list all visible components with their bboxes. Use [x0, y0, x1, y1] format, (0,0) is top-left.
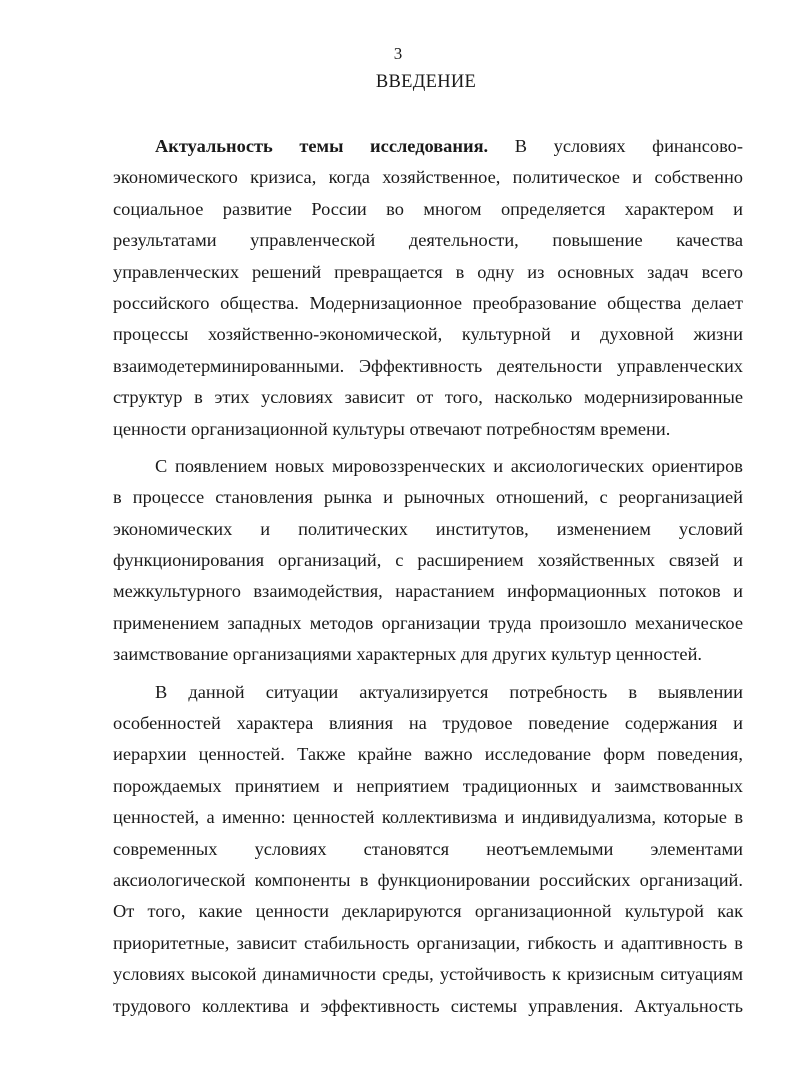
- text-line: С появлением новых мировоззренческих и аксиологических ориентиров: [155, 455, 743, 476]
- text-line: Актуальность темы исследования. В условиях финансово-: [155, 136, 743, 156]
- text-line: условиях высокой динамичности среды, устойчивость к кризисным ситуациям: [113, 964, 743, 985]
- text-line: экономического кризиса, когда хозяйственное, политическое и собственно: [113, 167, 743, 188]
- text-line: взаимодетерминированными. Эффективность деятельности управленческих: [113, 355, 743, 376]
- text-line: ценностей, а именно: ценностей коллективизма и индивидуализма, которые в: [113, 807, 743, 828]
- text-line: межкультурного взаимодействия, нарастанием информационных потоков и: [113, 581, 743, 602]
- text-line: В данной ситуации актуализируется потребность в выявлении: [155, 681, 743, 702]
- paragraph-new-orientations: [113, 451, 743, 671]
- bold-lead: Актуальность темы исследования.: [155, 136, 489, 156]
- text-line: От того, какие ценности декларируются организационной культурой как: [113, 901, 743, 922]
- text-line: процессы хозяйственно-экономической, культурной и духовной жизни: [113, 324, 743, 345]
- text-line: социальное развитие России во многом определяется характером и: [113, 198, 743, 219]
- body-text: [113, 131, 743, 1022]
- text-line: структур в этих условиях зависит от того, насколько модернизированные: [113, 387, 743, 408]
- text-line: иерархии ценностей. Также крайне важно исследование форм поведения,: [113, 744, 743, 765]
- text-line: экономических и политических институтов, изменением условий: [113, 518, 743, 539]
- text-line: результатами управленческой деятельности, повышение качества: [113, 230, 743, 251]
- page-number: 3: [393, 44, 403, 63]
- text-line: управленческих решений превращается в одну из основных задач всего: [113, 261, 743, 282]
- text-line: в процессе становления рынка и рыночных отношений, с реорганизацией: [113, 487, 743, 508]
- text-line: порождаемых принятием и неприятием традиционных и заимствованных: [113, 775, 743, 796]
- text-line: трудового коллектива и эффективность системы управления. Актуальность: [113, 995, 743, 1016]
- paragraph-relevance: [113, 131, 743, 445]
- text-line: применением западных методов организации труда произошло механическое: [113, 612, 743, 633]
- text-line: российского общества. Модернизационное преобразование общества делает: [113, 292, 743, 313]
- page-heading: ВВЕДЕНИЕ: [375, 72, 477, 92]
- text-line: ценности организационной культуры отвечают потребностям времени.: [113, 418, 671, 439]
- text-line: приоритетные, зависит стабильность организации, гибкость и адаптивность в: [113, 932, 743, 953]
- text-line: аксиологической компоненты в функционировании российских организаций.: [113, 869, 743, 890]
- text-line: функционирования организаций, с расширением хозяйственных связей и: [113, 550, 743, 571]
- text-line: заимствование организациями характерных для других культур ценностей.: [113, 644, 703, 665]
- text-line: современных условиях становятся неотъемлемыми элементами: [113, 838, 743, 859]
- paragraph-situation: [113, 677, 743, 1022]
- text-line: особенностей характера влияния на трудовое поведение содержания и: [113, 713, 743, 734]
